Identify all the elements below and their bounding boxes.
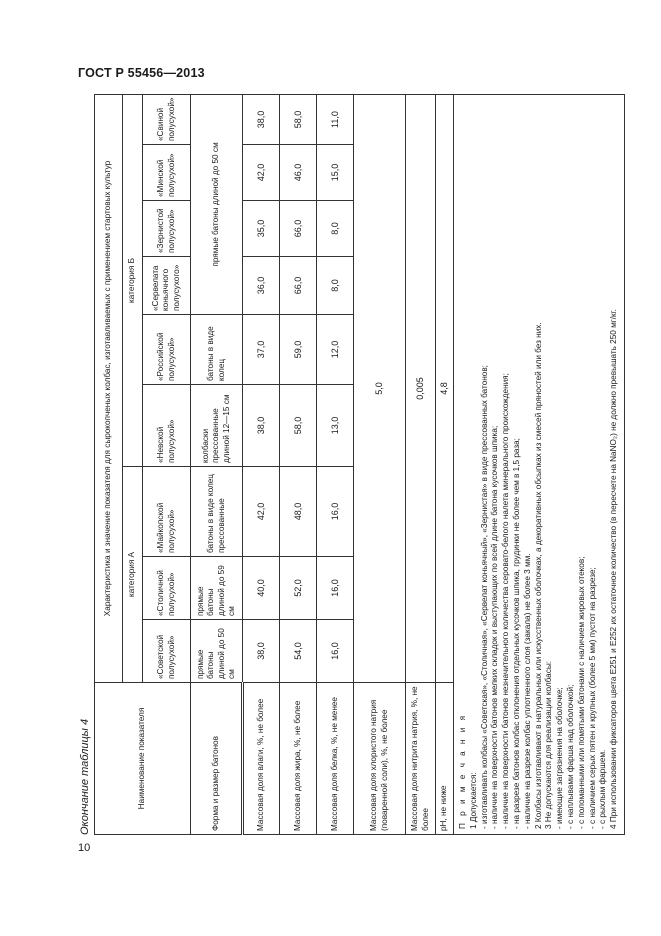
note-line: - с наличием серых пятен и крупных (более 5 мм) пустот на разрезе;	[587, 567, 597, 829]
cell-moisture-4: 38,0	[243, 385, 280, 467]
note-line: 2 Колбасы изготавливают в натуральных или искусственных оболочках, а декоративных обсыпках из смесей пряностей или без них.	[533, 322, 543, 829]
note-line: 4 При использовании фиксаторов цвета E251 и E252 их остаточное количество (в пересчете на NaNO₂) не должно превышать 250 мг/кг.	[609, 309, 619, 829]
product-maikopskaya: «Майкопской полусухой»	[143, 467, 191, 557]
product-servelat: «Сервелата коньячного полусухого»	[143, 257, 191, 315]
note-line: - наличие на поверхности батонов незначительного количества серовато-белого налета минерального происхождения;	[501, 373, 511, 829]
notes-title: П р и м е ч а н и я	[458, 713, 467, 829]
cell-protein-4: 13,0	[317, 385, 354, 467]
cell-shape-category-b-rest: прямые батоны длиной до 50 см	[191, 95, 243, 315]
note-line: - наличие на разрезе колбас уплотненного слоя (закала) не более 3 мм.	[522, 553, 532, 829]
cell-protein-8: 15,0	[317, 145, 354, 201]
quality-indicators-table	[94, 94, 625, 835]
cell-ph-value: 4,8	[436, 95, 454, 683]
cell-protein-9: 11,0	[317, 95, 354, 145]
row-label-protein: Массовая доля белка, %, не менее	[317, 683, 354, 835]
row-label-moisture: Массовая доля влаги, %, не более	[243, 683, 280, 835]
row-label-fat: Массовая доля жира, %, не более	[280, 683, 317, 835]
cell-moisture-9: 38,0	[243, 95, 280, 145]
page-number: 10	[78, 842, 91, 854]
cell-protein-5: 12,0	[317, 315, 354, 385]
cell-fat-7: 66,0	[280, 201, 317, 257]
cell-protein-7: 8,0	[317, 201, 354, 257]
product-stolichnaya: «Столичной полусухой»	[143, 557, 191, 620]
cell-shape-rossiyskaya: батоны в виде колец	[191, 315, 243, 385]
row-label-nitrite: Массовая доля нитрита натрия, %, не более	[406, 683, 436, 835]
cell-moisture-3: 42,0	[243, 467, 280, 557]
product-zernistaya: «Зернистой полусухой»	[143, 201, 191, 257]
product-rossiyskaya: «Российской полусухой»	[143, 315, 191, 385]
cell-moisture-7: 35,0	[243, 201, 280, 257]
cell-fat-3: 48,0	[280, 467, 317, 557]
group-header: Характеристика и значение показателя для сырокопченых колбас, изготавливаемых с применением стартовых культур	[95, 95, 123, 683]
cell-fat-4: 58,0	[280, 385, 317, 467]
cell-moisture-8: 42,0	[243, 145, 280, 201]
cell-moisture-1: 38,0	[243, 620, 280, 683]
cell-shape-sovetskaya: прямые батоны длиной до 50 см	[191, 620, 243, 683]
cell-moisture-2: 40,0	[243, 557, 280, 620]
cell-fat-6: 66,0	[280, 257, 317, 315]
row-label-ph: pH, не ниже	[436, 683, 454, 835]
document-header: ГОСТ Р 55456—2013	[78, 66, 205, 80]
rotated-table-page	[76, 95, 619, 835]
cell-fat-9: 58,0	[280, 95, 317, 145]
note-line: - на разрезе батонов колбас отклонения отдельных кусочков шпика, грудинки не более чем в 1,5 раза;	[511, 438, 521, 829]
cell-protein-1: 16,0	[317, 620, 354, 683]
note-line: - наличие на поверхности батонов мелких складок и выступающих по всей длине батона кусочков шпика;	[490, 425, 500, 829]
cell-protein-3: 16,0	[317, 467, 354, 557]
product-svinaya: «Свиной полусухой»	[143, 95, 191, 145]
cell-fat-5: 59,0	[280, 315, 317, 385]
cell-shape-maikopskaya: батоны в виде колец прессованные	[191, 467, 243, 557]
cell-nitrite-value: 0,005	[406, 95, 436, 683]
cell-moisture-6: 36,0	[243, 257, 280, 315]
cell-fat-2: 52,0	[280, 557, 317, 620]
note-line: - с наплывами фарша над оболочкой;	[565, 684, 575, 829]
notes-block	[454, 95, 625, 835]
product-sovetskaya: «Советской полусухой»	[143, 620, 191, 683]
row-label-salt: Массовая доля хлористого натрия (поваренной соли), %, не более	[354, 683, 406, 835]
table-caption: Окончание таблицы 4	[79, 718, 91, 835]
cell-protein-2: 16,0	[317, 557, 354, 620]
product-minskaya: «Минской полусухой»	[143, 145, 191, 201]
note-line: - с поломанными или помятыми батонами с наличием жировых отеков;	[576, 556, 586, 829]
param-header: Наименование показателя	[95, 683, 191, 835]
note-line: 1 Допускается:	[468, 772, 478, 829]
category-b-header: категория Б	[123, 95, 143, 467]
cell-shape-stolichnaya: прямые батоны длиной до 59 см	[191, 557, 243, 620]
cell-fat-8: 46,0	[280, 145, 317, 201]
category-a-header: категория А	[123, 467, 143, 683]
cell-moisture-5: 37,0	[243, 315, 280, 385]
note-line: - с рыхлым фаршем.	[598, 749, 608, 829]
cell-fat-1: 54,0	[280, 620, 317, 683]
note-line: - имеющие загрязнения на оболочке;	[555, 687, 565, 829]
cell-protein-6: 8,0	[317, 257, 354, 315]
note-line: - изготавливать колбасы «Советская», «Столичная», «Сервелат коньячный», «Зернистая» в виде прессованных батонов;	[479, 365, 489, 829]
row-label-shape: Форма и размер батонов	[191, 683, 243, 835]
note-line: 3 Не допускаются для реализации колбасы:	[544, 661, 554, 829]
cell-shape-nevskaya: колбаски прессованные длиной 12—15 см	[191, 385, 243, 467]
cell-salt-value: 5,0	[354, 95, 406, 683]
product-nevskaya: «Невской полусухой»	[143, 385, 191, 467]
